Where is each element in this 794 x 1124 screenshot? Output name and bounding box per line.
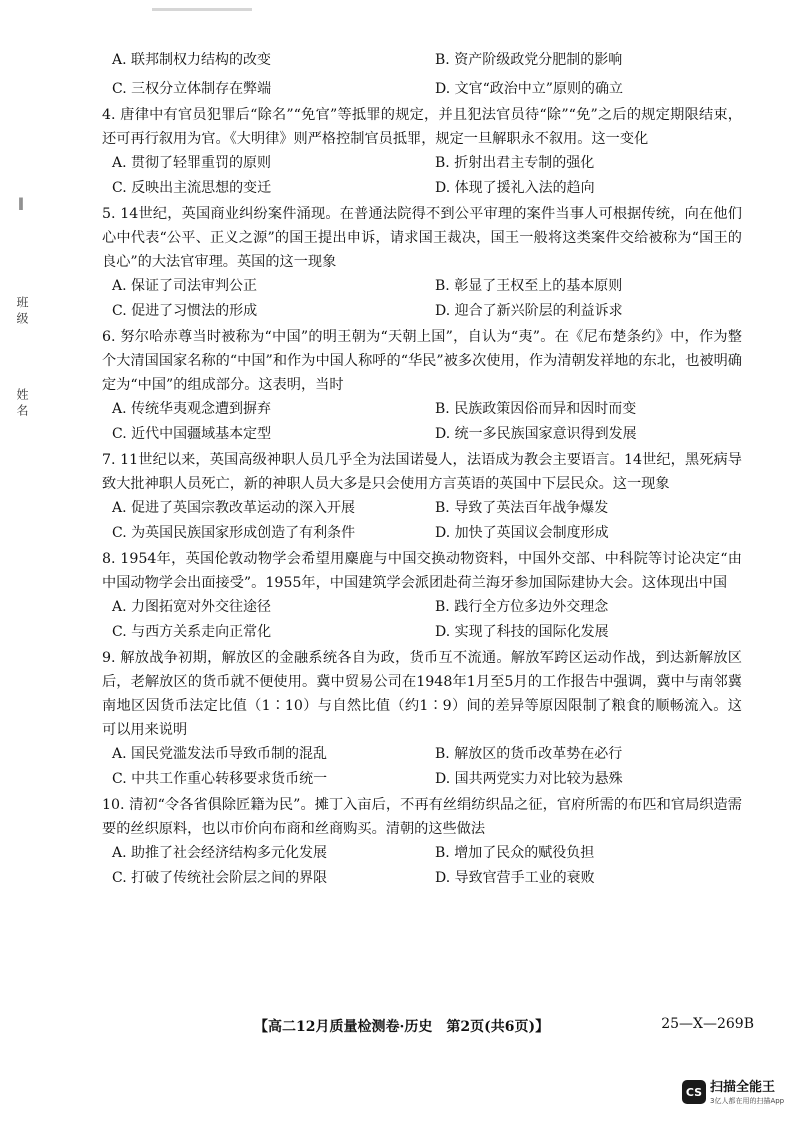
question-stem: 6. 努尔哈赤尊当时被称为“中国”的明王朝为“天朝上国”，自认为“夷”。在《尼布楚条约》中，作为整个大清国国家名称的“中国”和作为中国人称呼的“华民”被多次使用，作为清朝发祥地的东北，也被明确定为“中国”的组成部分。这表明，当时 <box>102 329 742 393</box>
option: B. 增加了民众的赋役负担 <box>435 845 595 861</box>
option: C. 中共工作重心转移要求货币统一 <box>112 771 328 787</box>
binding-name-label: 姓 名 <box>15 388 29 416</box>
question-options <box>112 597 742 642</box>
option: A. 传统华夷观念遭到摒弃 <box>112 401 272 417</box>
page-footer <box>254 1016 754 1036</box>
footer-title: 【高二12月质量检测卷·历史 第2页(共6页)】 <box>254 1019 550 1035</box>
question-options <box>112 498 742 543</box>
option: B. 彰显了王权至上的基本原则 <box>435 278 623 294</box>
option: C. 打破了传统社会阶层之间的界限 <box>112 870 328 886</box>
option: C. 促进了习惯法的形成 <box>112 303 258 319</box>
question-options <box>112 276 742 321</box>
top-scan-mark <box>152 8 252 11</box>
question-options <box>112 153 742 198</box>
option: C. 与西方关系走向正常化 <box>112 624 272 640</box>
option: B. 践行全方位多边外交理念 <box>435 599 609 615</box>
question-stem: 8. 1954年，英国伦敦动物学会希望用麋鹿与中国交换动物资料，中国外交部、中科院等讨论决定“由中国动物学会出面接受”。1955年，中国建筑学会派团赴荷兰海牙参加国际建协大会。这体现出中国 <box>102 551 742 591</box>
question-options <box>112 399 742 444</box>
camscanner-logo-icon: CS <box>682 1080 706 1104</box>
option: D. 加快了英国议会制度形成 <box>435 525 609 541</box>
option: A. 联邦制权力结构的改变 <box>112 52 272 68</box>
question-options <box>112 744 742 789</box>
question-stem: 5. 14世纪，英国商业纠纷案件涌现。在普通法院得不到公平审理的案件当事人可根据传统，向在他们心中代表“公平、正义之源”的国王提出申诉，请求国王裁决，国王一般将这类案件交给被称为“国王的良心”的大法官审理。英国的这一现象 <box>102 206 742 270</box>
option: D. 统一多民族国家意识得到发展 <box>435 426 637 442</box>
question-5 <box>102 202 742 321</box>
option: B. 折射出君主专制的强化 <box>435 155 595 171</box>
scanner-name: 扫描全能王 <box>710 1080 776 1095</box>
option: C. 近代中国疆域基本定型 <box>112 426 272 442</box>
option: C. 反映出主流思想的变迁 <box>112 180 272 196</box>
option: B. 民族政策因俗而异和因时而变 <box>435 401 637 417</box>
option: D. 导致官营手工业的衰败 <box>435 870 595 886</box>
option: A. 保证了司法审判公正 <box>112 278 258 294</box>
prev-question-options <box>112 50 742 99</box>
option: A. 贯彻了轻罪重罚的原则 <box>112 155 272 171</box>
option: A. 国民党滥发法币导致币制的混乱 <box>112 746 328 762</box>
option: A. 助推了社会经济结构多元化发展 <box>112 845 328 861</box>
question-7 <box>102 448 742 543</box>
scanner-tagline: 3亿人都在用的扫描App <box>710 1097 785 1105</box>
option: B. 导致了英法百年战争爆发 <box>435 500 609 516</box>
option: A. 力图拓宽对外交往途径 <box>112 599 272 615</box>
question-8 <box>102 547 742 642</box>
option: D. 国共两党实力对比较为悬殊 <box>435 771 623 787</box>
option: A. 促进了英国宗教改革运动的深入开展 <box>112 500 356 516</box>
question-9 <box>102 646 742 789</box>
scanner-watermark <box>682 1080 784 1106</box>
option: B. 资产阶级政党分肥制的影响 <box>435 52 623 68</box>
question-options <box>112 843 742 888</box>
option: D. 体现了援礼入法的趋向 <box>435 180 595 196</box>
question-stem: 10. 清初“令各省俱除匠籍为民”。摊丁入亩后，不再有丝绢纺织品之征，官府所需的布匹和官局织造需要的丝织原料，也以市价向布商和丝商购买。清朝的这些做法 <box>102 797 742 837</box>
option: C. 三权分立体制存在弊端 <box>112 81 272 97</box>
binding-mark: ‖ <box>14 196 28 210</box>
option: D. 实现了科技的国际化发展 <box>435 624 609 640</box>
question-10 <box>102 793 742 888</box>
page-content <box>102 46 742 888</box>
footer-code: 25—X—269B <box>661 1016 754 1032</box>
option: B. 解放区的货币改革势在必行 <box>435 746 623 762</box>
binding-class-label: 班 级 <box>15 296 29 324</box>
option: C. 为英国民族国家形成创造了有利条件 <box>112 525 356 541</box>
option: D. 文官“政治中立”原则的确立 <box>435 81 623 97</box>
question-6 <box>102 325 742 444</box>
question-stem: 7. 11世纪以来，英国高级神职人员几乎全为法国诺曼人，法语成为教会主要语言。14世纪，黑死病导致大批神职人员死亡，新的神职人员大多是只会使用方言英语的英国中下层民众。这一现象 <box>102 452 742 492</box>
question-4 <box>102 103 742 198</box>
question-stem: 9. 解放战争初期，解放区的金融系统各自为政，货币互不流通。解放军跨区运动作战，到达新解放区后，老解放区的货币就不便使用。冀中贸易公司在1948年1月至5月的工作报告中强调，冀中与南邻冀南地区因货币法定比值（1∶10）与自然比值（约1∶9）间的差异等原因限制了粮食的顺畅流入。这可以用来说明 <box>102 650 742 738</box>
option: D. 迎合了新兴阶层的利益诉求 <box>435 303 623 319</box>
question-stem: 4. 唐律中有官员犯罪后“除名”“免官”等抵罪的规定，并且犯法官员待“除”“免”之后的规定期限结束，还可再行叙用为官。《大明律》则严格控制官员抵罪，规定一旦解职永不叙用。这一变化 <box>102 107 742 147</box>
